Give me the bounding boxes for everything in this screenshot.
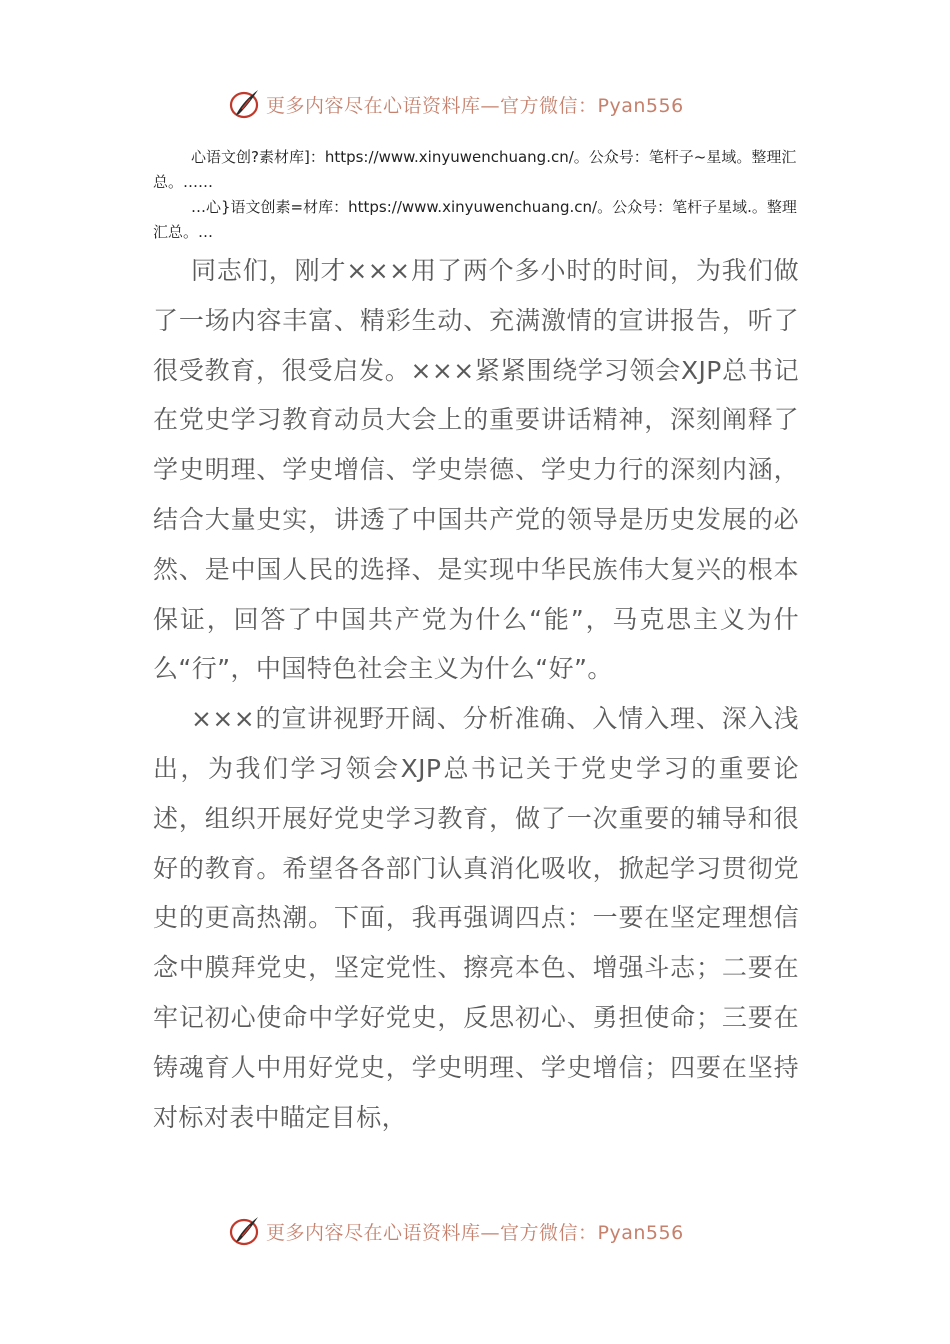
wechat-id: Pyan556	[597, 94, 684, 117]
paragraph: 同志们，刚才×××用了两个多小时的时间，为我们做了一场内容丰富、精彩生动、充满激情的宣讲报告，听了很受教育，很受启发。×××紧紧围绕学习领会XJP总书记在党史学习教育动员大会上的重要讲话精神，深刻阐释了学史明理、学史增信、学史崇德、学史力行的深刻内涵，结合大量史实，讲透了中国共产党的领导是历史发展的必然、是中国人民的选择、是实现中华民族伟大复兴的根本保证，回答了中国共产党为什么“能”，马克思主义为什么“行”，中国特色社会主义为什么“好”。	[153, 256, 800, 684]
quill-pen-logo-icon	[228, 1214, 262, 1248]
banner-text: 更多内容尽在心语资料库—官方微信：Pyan556	[266, 1221, 684, 1244]
source-notes	[153, 145, 803, 245]
source-note: 心语文创?素材库]：https://www.xinyuwenchuang.cn/。公众号：笔杆子~星域。整理汇总。……	[153, 148, 797, 191]
document-body	[153, 246, 799, 1142]
source-note: …心}语文创素=材库：https://www.xinyuwenchuang.cn/。公众号：笔杆子星域.。整理汇总。…	[153, 198, 797, 241]
banner-text: 更多内容尽在心语资料库—官方微信：Pyan556	[266, 94, 684, 117]
paragraph: ×××的宣讲视野开阔、分析准确、入情入理、深入浅出，为我们学习领会XJP总书记关于党史学习的重要论述，组织开展好党史学习教育，做了一次重要的辅导和很好的教育。希望各各部门认真消化吸收，掀起学习贯彻党史的更高热潮。下面，我再强调四点：一要在坚定理想信念中膜拜党史，坚定党性、擦亮本色、增强斗志；二要在牢记初心使命中学好党史，反思初心、勇担使命；三要在铸魂育人中用好党史，学史明理、学史增信；四要在坚持对标对表中瞄定目标，	[153, 704, 799, 1132]
wechat-id: Pyan556	[597, 1221, 684, 1244]
quill-pen-logo-icon	[228, 87, 262, 121]
header-banner	[228, 84, 684, 124]
footer-banner	[228, 1211, 684, 1251]
